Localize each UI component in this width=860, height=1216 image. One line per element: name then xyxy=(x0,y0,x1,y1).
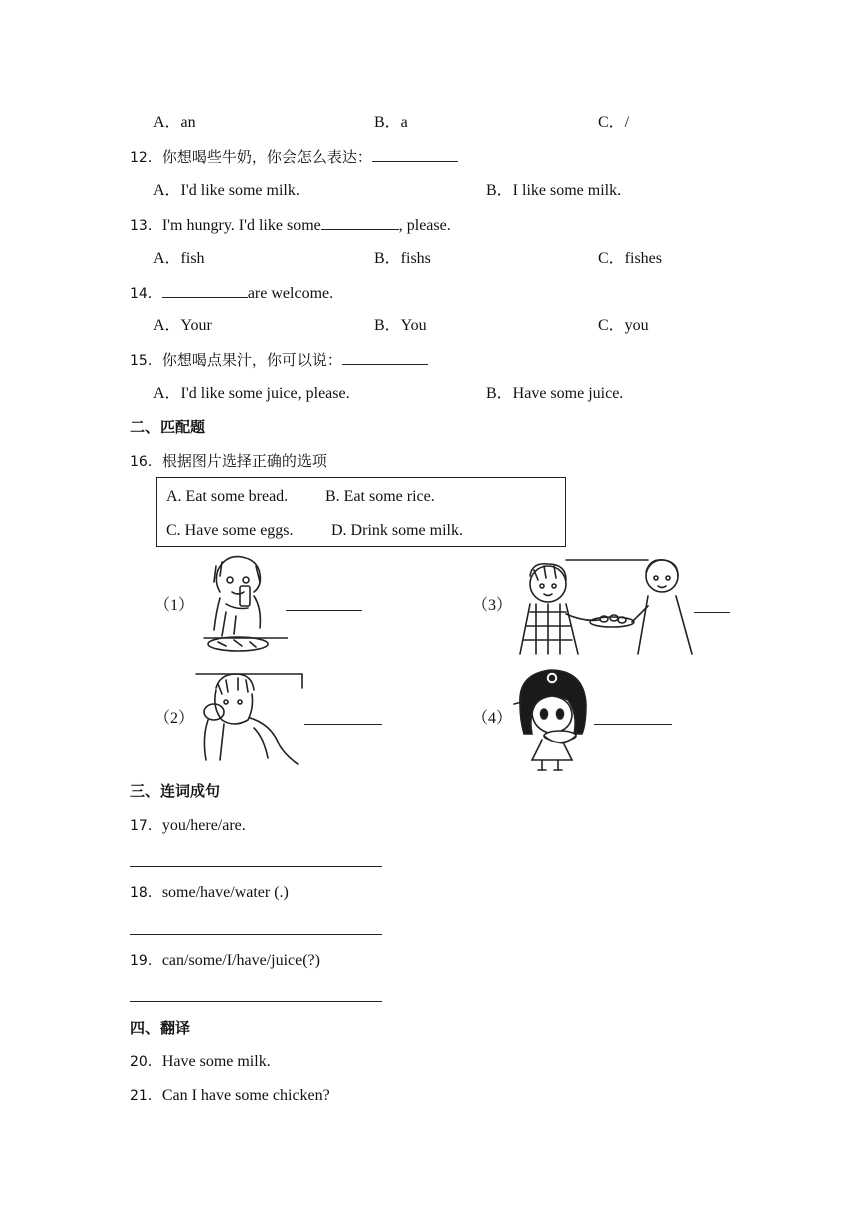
picture-label-4: （4） xyxy=(472,710,513,727)
q12-option-b: B．I like some milk. xyxy=(486,182,622,199)
answer-blank[interactable] xyxy=(321,215,399,230)
q16-option-d: D. Drink some milk. xyxy=(331,522,463,539)
question-text: some/have/water (.) xyxy=(161,884,289,901)
question-text: 你想喝些牛奶，你会怎么表达： xyxy=(161,148,372,166)
answer-line-18[interactable] xyxy=(130,934,382,935)
question-text: Have some milk. xyxy=(161,1053,271,1070)
q16-option-b: B. Eat some rice. xyxy=(325,488,435,505)
q16-option-a: A. Eat some bread. xyxy=(166,488,289,505)
picture-label-2: （2） xyxy=(154,710,195,727)
q15-option-a: A．I'd like some juice, please. xyxy=(153,385,350,402)
q12-stem xyxy=(130,147,458,168)
q19 xyxy=(130,951,320,971)
answer-line-3[interactable] xyxy=(694,612,730,613)
question-number: 21． xyxy=(130,1088,162,1104)
q15-stem xyxy=(130,350,428,371)
section-heading-translation: 四、翻译 xyxy=(130,1019,191,1037)
answer-blank[interactable] xyxy=(162,283,248,298)
question-text: 根据图片选择正确的选项 xyxy=(161,452,327,470)
question-number: 15． xyxy=(130,353,162,369)
picture-label-1: （1） xyxy=(154,597,195,614)
q14-option-a: A．Your xyxy=(153,317,212,334)
picture-label-3: （3） xyxy=(472,597,513,614)
question-number: 19． xyxy=(130,953,162,969)
q13-option-a: A．fish xyxy=(153,250,205,267)
q18 xyxy=(130,883,289,903)
q13-stem xyxy=(130,215,451,236)
question-number: 17． xyxy=(130,818,162,834)
question-text: 你想喝点果汁，你可以说： xyxy=(161,351,342,369)
q11-option-a: A．an xyxy=(153,114,196,131)
q11-option-b: B．a xyxy=(374,114,408,131)
q14-option-b: B．You xyxy=(374,317,427,334)
answer-line-19[interactable] xyxy=(130,1001,382,1002)
q16-option-c: C. Have some eggs. xyxy=(166,522,294,539)
answer-line-2[interactable] xyxy=(304,724,382,725)
question-text: you/here/are. xyxy=(161,817,246,834)
question-number: 14． xyxy=(130,286,162,302)
q21 xyxy=(130,1086,330,1106)
section-heading-matching: 二、匹配题 xyxy=(130,418,206,436)
picture-girl-drinking-milk-illustration xyxy=(512,664,594,774)
question-number: 18． xyxy=(130,885,162,901)
q20 xyxy=(130,1052,271,1072)
question-number: 12． xyxy=(130,150,162,166)
answer-blank[interactable] xyxy=(342,350,428,365)
q13-option-c: C．fishes xyxy=(598,250,663,267)
picture-girl-eating-illustration xyxy=(196,552,288,656)
answer-line-17[interactable] xyxy=(130,866,382,867)
q16-stem xyxy=(130,451,327,472)
question-number: 20． xyxy=(130,1054,162,1070)
answer-line-1[interactable] xyxy=(286,610,362,611)
q17 xyxy=(130,816,246,836)
q13-option-b: B．fishs xyxy=(374,250,431,267)
picture-kids-sharing-eggs-illustration xyxy=(508,556,700,656)
q15-option-b: B．Have some juice. xyxy=(486,385,624,402)
q11-option-c: C．/ xyxy=(598,114,630,131)
section-heading-sentence-building: 三、连词成句 xyxy=(130,782,221,800)
question-text: are welcome. xyxy=(247,285,334,302)
q12-option-a: A．I'd like some milk. xyxy=(153,182,300,199)
picture-boy-eating-bread-illustration xyxy=(194,668,306,768)
answer-line-4[interactable] xyxy=(594,724,672,725)
answer-blank[interactable] xyxy=(372,147,458,162)
question-number: 16． xyxy=(130,454,162,470)
question-text-end: , please. xyxy=(398,217,451,234)
q14-stem xyxy=(130,283,333,304)
q14-option-c: C．you xyxy=(598,317,649,334)
question-text: Can I have some chicken? xyxy=(161,1087,330,1104)
question-text: can/some/I/have/juice(?) xyxy=(161,952,320,969)
question-text: I'm hungry. I'd like some xyxy=(161,217,321,234)
question-number: 13． xyxy=(130,218,162,234)
